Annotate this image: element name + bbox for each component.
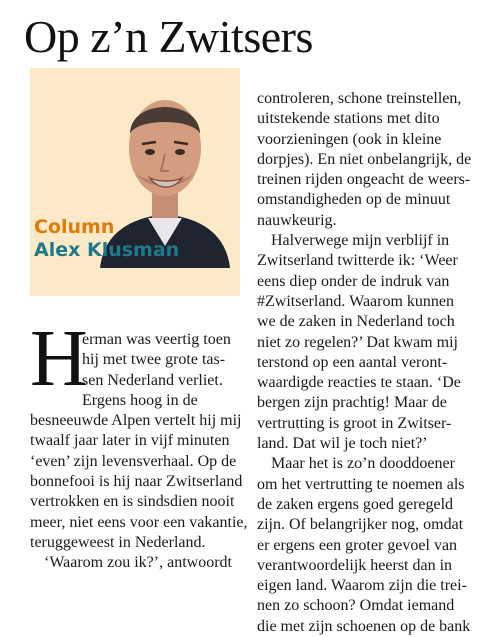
text-line: teruggeweest in Nederland.	[30, 533, 206, 551]
text-line: er ergens een groter gevoel van	[257, 536, 458, 554]
text-line: besneeuwde Alpen vertelt hij mij	[30, 412, 242, 430]
text-line: hij met twee grote tas-	[82, 351, 226, 369]
text-line: bonnefooi is hij naar Zwitserland	[30, 473, 243, 491]
text-line: waardigde reacties te staan. ‘De	[257, 374, 461, 392]
text-line: twaalf jaar later in vijf minuten	[30, 432, 230, 450]
text-line: controleren, schone treinstellen,	[257, 90, 462, 107]
text-line: om het vertrutting te noemen als	[257, 475, 465, 493]
left-column-text	[30, 315, 248, 574]
text-line: vertrutting is groot in Zwitser-	[257, 414, 452, 432]
text-line: Halverwege mijn verblijf in	[271, 232, 450, 250]
text-line: Zwitserland twitterde ik: ‘Weer	[257, 252, 458, 270]
text-line: Ergens hoog in de	[82, 391, 198, 409]
text-line: land. Dat wil je toch niet?’	[257, 435, 428, 453]
text-line: terstond op een aantal veront-	[257, 353, 448, 371]
column-header-box	[30, 68, 240, 296]
headline: Op z’n Zwitsers	[24, 11, 313, 62]
text-line: voorzieningen (ook in kleine	[257, 130, 442, 148]
text-line: de zaken ergens goed geregeld	[257, 495, 454, 513]
text-line: erman was veertig toen	[82, 331, 231, 348]
author-name: Alex Klusman	[34, 239, 180, 261]
text-line: we de zaken in Nederland toch	[257, 313, 455, 331]
text-line: dorpjes). En niet onbelangrijk, de	[257, 150, 472, 168]
text-line: vertrokken en is sindsdien nooit	[30, 493, 235, 511]
text-line: zijn. Of belangrijker nog, omdat	[257, 516, 464, 534]
drop-cap: H	[30, 315, 88, 403]
text-line: die met zijn schoenen op de bank	[257, 617, 471, 635]
text-line: Maar het is zo’n dooddoener	[271, 455, 455, 473]
text-line: ‘even’ zijn levensverhaal. Op de	[30, 452, 237, 470]
text-line: eens diep onder de indruk van	[257, 272, 450, 290]
text-line: eigen land. Waarom zijn die trei-	[257, 577, 467, 595]
text-line: #Zwitserland. Waarom kunnen	[257, 292, 455, 310]
text-line: verantwoordelijk heerst dan in	[257, 556, 453, 574]
text-line: niet zo regelen?’ Dat kwam mij	[257, 333, 458, 351]
text-line: bergen zijn prachtig! Maar de	[257, 394, 447, 412]
text-line: nauwkeurig.	[257, 211, 337, 229]
text-line: ‘Waarom zou ik?’, antwoordt	[44, 554, 232, 572]
text-line: treinen rijden ongeacht de weers-	[257, 171, 471, 189]
text-line: omstandigheden op de minuut	[257, 191, 451, 209]
right-column-text	[257, 89, 489, 637]
text-line: nen zo schoon? Omdat iemand	[257, 597, 455, 615]
text-line: meer, niet eens voor een vakantie,	[30, 513, 248, 531]
author-photo	[90, 68, 240, 268]
column-label: Column	[34, 216, 115, 238]
text-line: sen Nederland verliet.	[82, 371, 223, 389]
text-line: uitstekende stations met dito	[257, 110, 440, 128]
